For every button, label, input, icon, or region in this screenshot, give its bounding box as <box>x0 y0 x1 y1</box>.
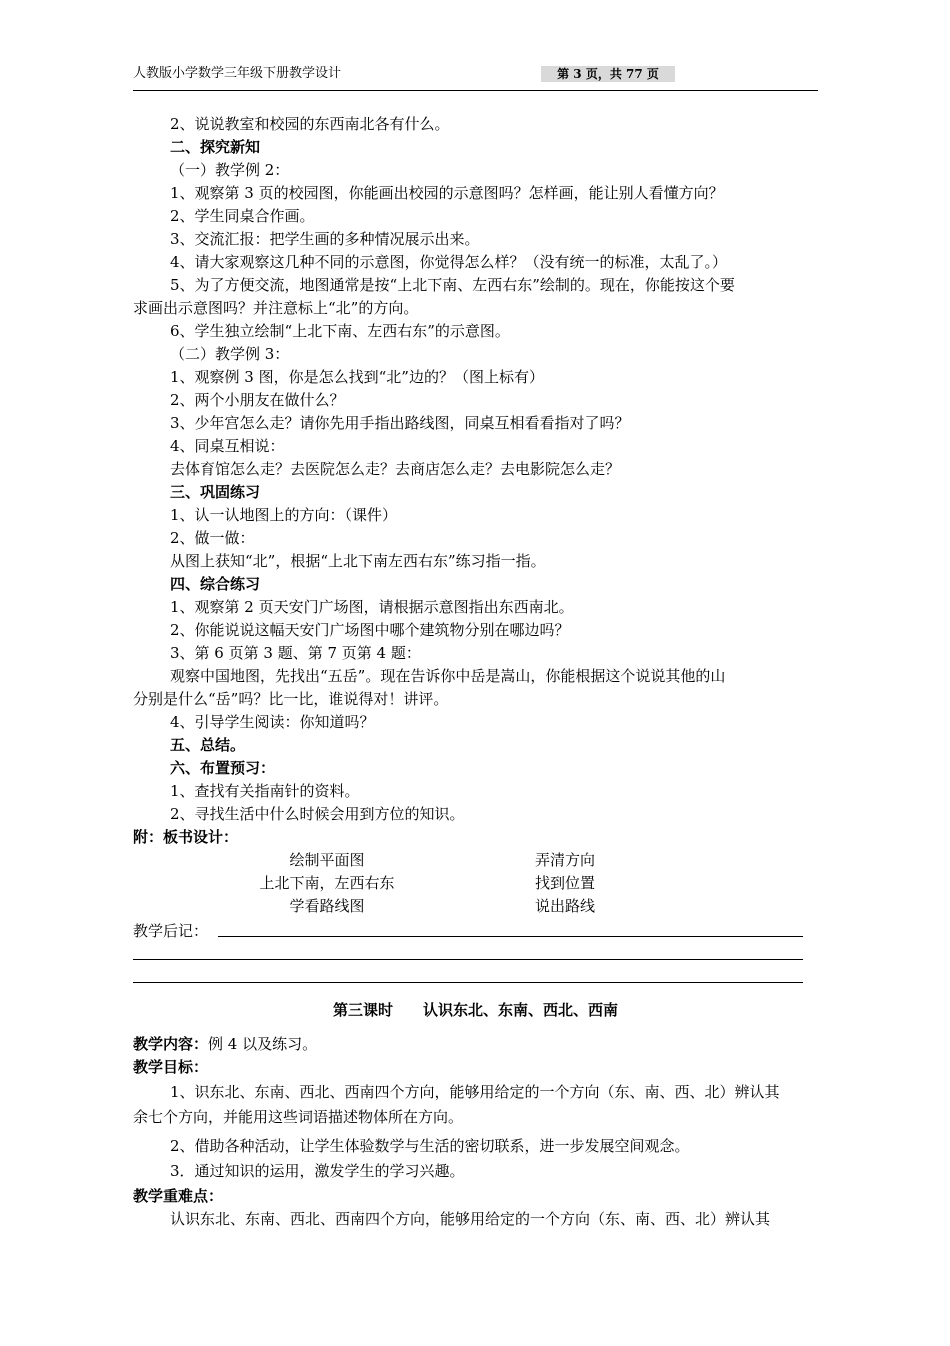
text-line: 4、请大家观察这几种不同的示意图，你觉得怎么样？（没有统一的标准，太乱了。） <box>170 253 728 271</box>
text-line: 余七个方向，并能用这些词语描述物体所在方向。 <box>133 1108 464 1126</box>
text-line: 分别是什么“岳”吗？比一比，谁说得对！讲评。 <box>133 690 449 708</box>
header-title: 人教版小学数学三年级下册教学设计 <box>133 66 342 81</box>
goals-label: 教学目标： <box>133 1058 209 1076</box>
text-line: 6、学生独立绘制“上北下南、左西右东”的示意图。 <box>170 322 510 340</box>
key-label: 教学重难点： <box>133 1187 224 1205</box>
text-line: 3、少年宫怎么走？请你先用手指出路线图，同桌互相看看指对了吗？ <box>170 414 630 432</box>
subsection-heading: （二）教学例 3： <box>170 345 290 363</box>
text-line: 3、第 6 页第 3 题、第 7 页第 4 题： <box>170 644 421 662</box>
text-line: 1、观察例 3 图，你是怎么找到“北”边的？（图上标有） <box>170 368 544 386</box>
postscript-underline <box>133 982 803 983</box>
postscript-underline <box>133 959 803 960</box>
text-line: 2、你能说说这幅天安门广场图中哪个建筑物分别在哪边吗？ <box>170 621 570 639</box>
text-line: 2、做一做： <box>170 529 255 547</box>
text-line: 2、借助各种活动，让学生体验数学与生活的密切联系，进一步发展空间观念。 <box>170 1137 690 1155</box>
text-line: 求画出示意图吗？并注意标上“北”的方向。 <box>133 299 419 317</box>
text-line: 4、引导学生阅读：你知道吗？ <box>170 713 375 731</box>
lesson-title: 第三课时 认识东北、东南、西北、西南 <box>332 1001 618 1019</box>
text-line: 观察中国地图，先找出“五岳”。现在告诉你中岳是嵩山，你能根据这个说说其他的山 <box>170 667 726 685</box>
board-left-item: 学看路线图 <box>289 897 365 915</box>
board-right-item: 找到位置 <box>534 874 595 892</box>
section-heading: 四、综合练习 <box>170 575 261 593</box>
section-heading: 附：板书设计： <box>133 828 239 846</box>
section-heading: 六、布置预习： <box>170 759 276 777</box>
postscript-label: 教学后记： <box>133 922 209 940</box>
section-heading: 三、巩固练习 <box>170 483 261 501</box>
page-indicator: 第 3 页，共 77 页 <box>541 66 675 82</box>
text-line: 认识东北、东南、西北、西南四个方向，能够用给定的一个方向（东、南、西、北）辨认其 <box>170 1210 771 1228</box>
subsection-heading: （一）教学例 2： <box>170 161 290 179</box>
text-line: 5、为了方便交流，地图通常是按“上北下南、左西右东”绘制的。现在，你能按这个要 <box>170 276 735 294</box>
postscript-underline <box>218 936 803 937</box>
text-line: 2、寻找生活中什么时候会用到方位的知识。 <box>170 805 465 823</box>
header-divider <box>133 90 818 91</box>
text-line: 去体育馆怎么走？去医院怎么走？去商店怎么走？去电影院怎么走？ <box>170 460 621 478</box>
text-line: 1、识东北、东南、西北、西南四个方向，能够用给定的一个方向（东、南、西、北）辨认其 <box>170 1083 780 1101</box>
section-heading: 五、总结。 <box>170 736 246 754</box>
text-line: 2、说说教室和校园的东西南北各有什么。 <box>170 115 450 133</box>
board-left-item: 绘制平面图 <box>289 851 365 869</box>
text-line: 从图上获知“北”，根据“上北下南左西右东”练习指一指。 <box>170 552 546 570</box>
board-left-item: 上北下南，左西右东 <box>259 874 395 892</box>
text-line: 1、观察第 2 页天安门广场图，请根据示意图指出东西南北。 <box>170 598 574 616</box>
board-right-item: 说出路线 <box>534 897 595 915</box>
text-line: 1、观察第 3 页的校园图，你能画出校园的示意图吗？怎样画，能让别人看懂方向？ <box>170 184 724 202</box>
text-line: 3．通过知识的运用，激发学生的学习兴趣。 <box>170 1162 465 1180</box>
text-line: 4、同桌互相说： <box>170 437 285 455</box>
section-heading: 二、探究新知 <box>170 138 261 156</box>
text-line: 1、认一认地图上的方向：（课件） <box>170 506 398 524</box>
content-label: 教学内容： <box>133 1035 209 1053</box>
text-line: 2、学生同桌合作画。 <box>170 207 315 225</box>
text-line: 2、两个小朋友在做什么？ <box>170 391 345 409</box>
board-right-item: 弄清方向 <box>534 851 595 869</box>
text-line: 3、交流汇报：把学生画的多种情况展示出来。 <box>170 230 480 248</box>
content-text: 例 4 以及练习。 <box>208 1035 318 1053</box>
text-line: 1、查找有关指南针的资料。 <box>170 782 360 800</box>
